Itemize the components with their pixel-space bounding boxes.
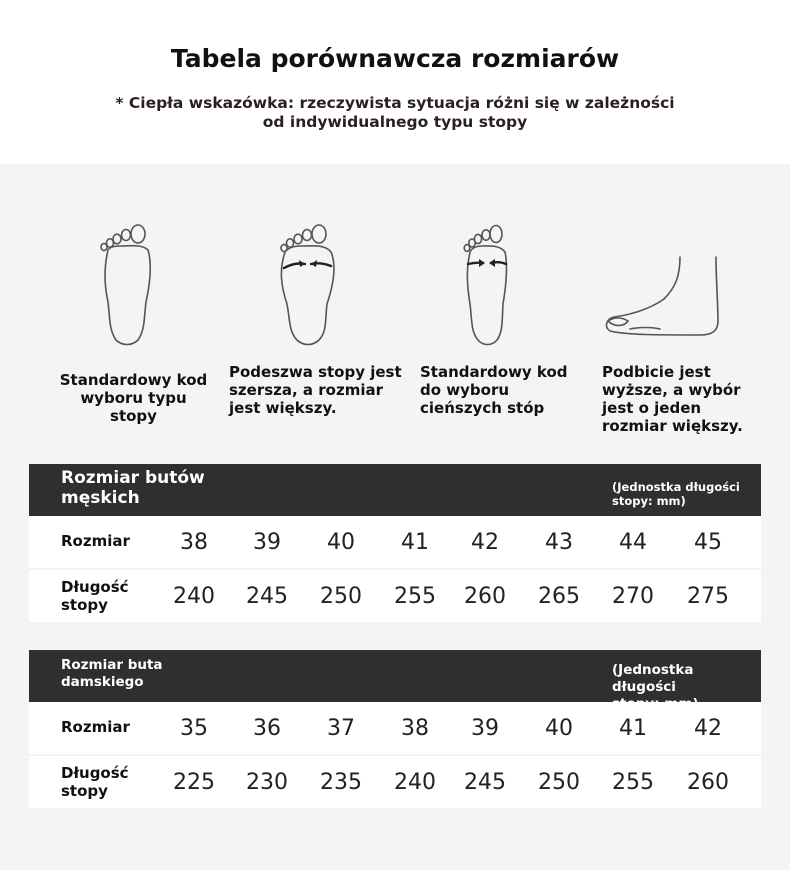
table-cell: 38 bbox=[180, 530, 208, 555]
size-tip bbox=[100, 94, 690, 132]
caption-line: szersza, a rozmiar bbox=[229, 381, 383, 399]
table-cell: 240 bbox=[394, 770, 436, 795]
narrow-foot-icon bbox=[460, 222, 516, 348]
standard-foot-icon bbox=[96, 222, 158, 348]
title-line: Rozmiar buta bbox=[61, 657, 163, 673]
caption-line: do wyboru bbox=[420, 381, 510, 399]
womens-size-table bbox=[29, 650, 761, 808]
label-line: stopy bbox=[61, 596, 108, 614]
table-cell: 44 bbox=[619, 530, 647, 555]
table-cell: 265 bbox=[538, 584, 580, 609]
caption-line: rozmiar większy. bbox=[602, 417, 743, 435]
mens-size-table bbox=[29, 464, 761, 622]
table-cell: 39 bbox=[471, 716, 499, 741]
caption-line: jest o jeden bbox=[602, 399, 702, 417]
caption-line: jest większy. bbox=[229, 399, 337, 417]
table-cell: 225 bbox=[173, 770, 215, 795]
womens-table-title bbox=[61, 657, 163, 691]
label-line: stopy bbox=[61, 782, 108, 800]
caption-line: Standardowy kod bbox=[420, 363, 568, 381]
table-cell: 41 bbox=[401, 530, 429, 555]
caption-line: cieńszych stóp bbox=[420, 399, 545, 417]
foot-caption-narrow bbox=[420, 363, 568, 417]
mens-unit-note bbox=[612, 480, 740, 508]
foot-caption-wide bbox=[229, 363, 402, 417]
table-cell: 240 bbox=[173, 584, 215, 609]
table-cell: 42 bbox=[471, 530, 499, 555]
womens-length-row bbox=[29, 756, 761, 808]
table-cell: 40 bbox=[327, 530, 355, 555]
table-cell: 41 bbox=[619, 716, 647, 741]
table-cell: 35 bbox=[180, 716, 208, 741]
table-cell: 255 bbox=[612, 770, 654, 795]
table-cell: 37 bbox=[327, 716, 355, 741]
table-cell: 255 bbox=[394, 584, 436, 609]
foot-caption-high-instep bbox=[602, 363, 743, 435]
womens-size-row bbox=[29, 702, 761, 754]
table-cell: 39 bbox=[253, 530, 281, 555]
mens-table-title bbox=[61, 468, 205, 508]
row-label: Rozmiar bbox=[61, 718, 130, 736]
caption-line: Standardowy kod bbox=[59, 371, 208, 389]
caption-line: Podbicie jest bbox=[602, 363, 711, 381]
table-cell: 40 bbox=[545, 716, 573, 741]
table-cell: 275 bbox=[687, 584, 729, 609]
label-line: Długość bbox=[61, 578, 129, 596]
table-cell: 38 bbox=[401, 716, 429, 741]
size-tip-line-2: od indywidualnego typu stopy bbox=[262, 113, 528, 131]
title-line: męskich bbox=[61, 488, 140, 508]
table-cell: 245 bbox=[246, 584, 288, 609]
caption-line: Podeszwa stopy jest bbox=[229, 363, 402, 381]
row-label: Rozmiar bbox=[61, 532, 130, 550]
wide-foot-icon bbox=[275, 222, 341, 348]
mens-size-row bbox=[29, 516, 761, 568]
table-cell: 245 bbox=[464, 770, 506, 795]
mens-table-header bbox=[29, 464, 761, 516]
caption-line: wyższe, a wybór bbox=[602, 381, 741, 399]
table-cell: 45 bbox=[694, 530, 722, 555]
table-cell: 43 bbox=[545, 530, 573, 555]
header-panel bbox=[0, 0, 790, 164]
label-line: Długość bbox=[61, 764, 129, 782]
table-cell: 42 bbox=[694, 716, 722, 741]
table-cell: 230 bbox=[246, 770, 288, 795]
table-cell: 235 bbox=[320, 770, 362, 795]
table-cell: 250 bbox=[320, 584, 362, 609]
title-line: damskiego bbox=[61, 674, 144, 690]
table-cell: 260 bbox=[464, 584, 506, 609]
size-tip-line-1: * Ciepła wskazówka: rzeczywista sytuacja różni się w zależności bbox=[115, 94, 675, 112]
row-label bbox=[61, 764, 129, 800]
mens-length-row bbox=[29, 570, 761, 622]
unit-line: (Jednostka długości bbox=[612, 480, 740, 494]
high-instep-foot-icon bbox=[600, 255, 725, 340]
womens-table-header bbox=[29, 650, 761, 702]
foot-caption-standard bbox=[56, 371, 211, 425]
caption-line: wyboru typu stopy bbox=[80, 389, 187, 425]
table-cell: 250 bbox=[538, 770, 580, 795]
row-label bbox=[61, 578, 129, 614]
unit-line: (Jednostka długości bbox=[612, 662, 694, 695]
title-line: Rozmiar butów bbox=[61, 468, 205, 488]
unit-line: stopy: mm) bbox=[612, 494, 686, 508]
page-title: Tabela porównawcza rozmiarów bbox=[170, 44, 620, 73]
table-cell: 270 bbox=[612, 584, 654, 609]
table-cell: 36 bbox=[253, 716, 281, 741]
table-cell: 260 bbox=[687, 770, 729, 795]
